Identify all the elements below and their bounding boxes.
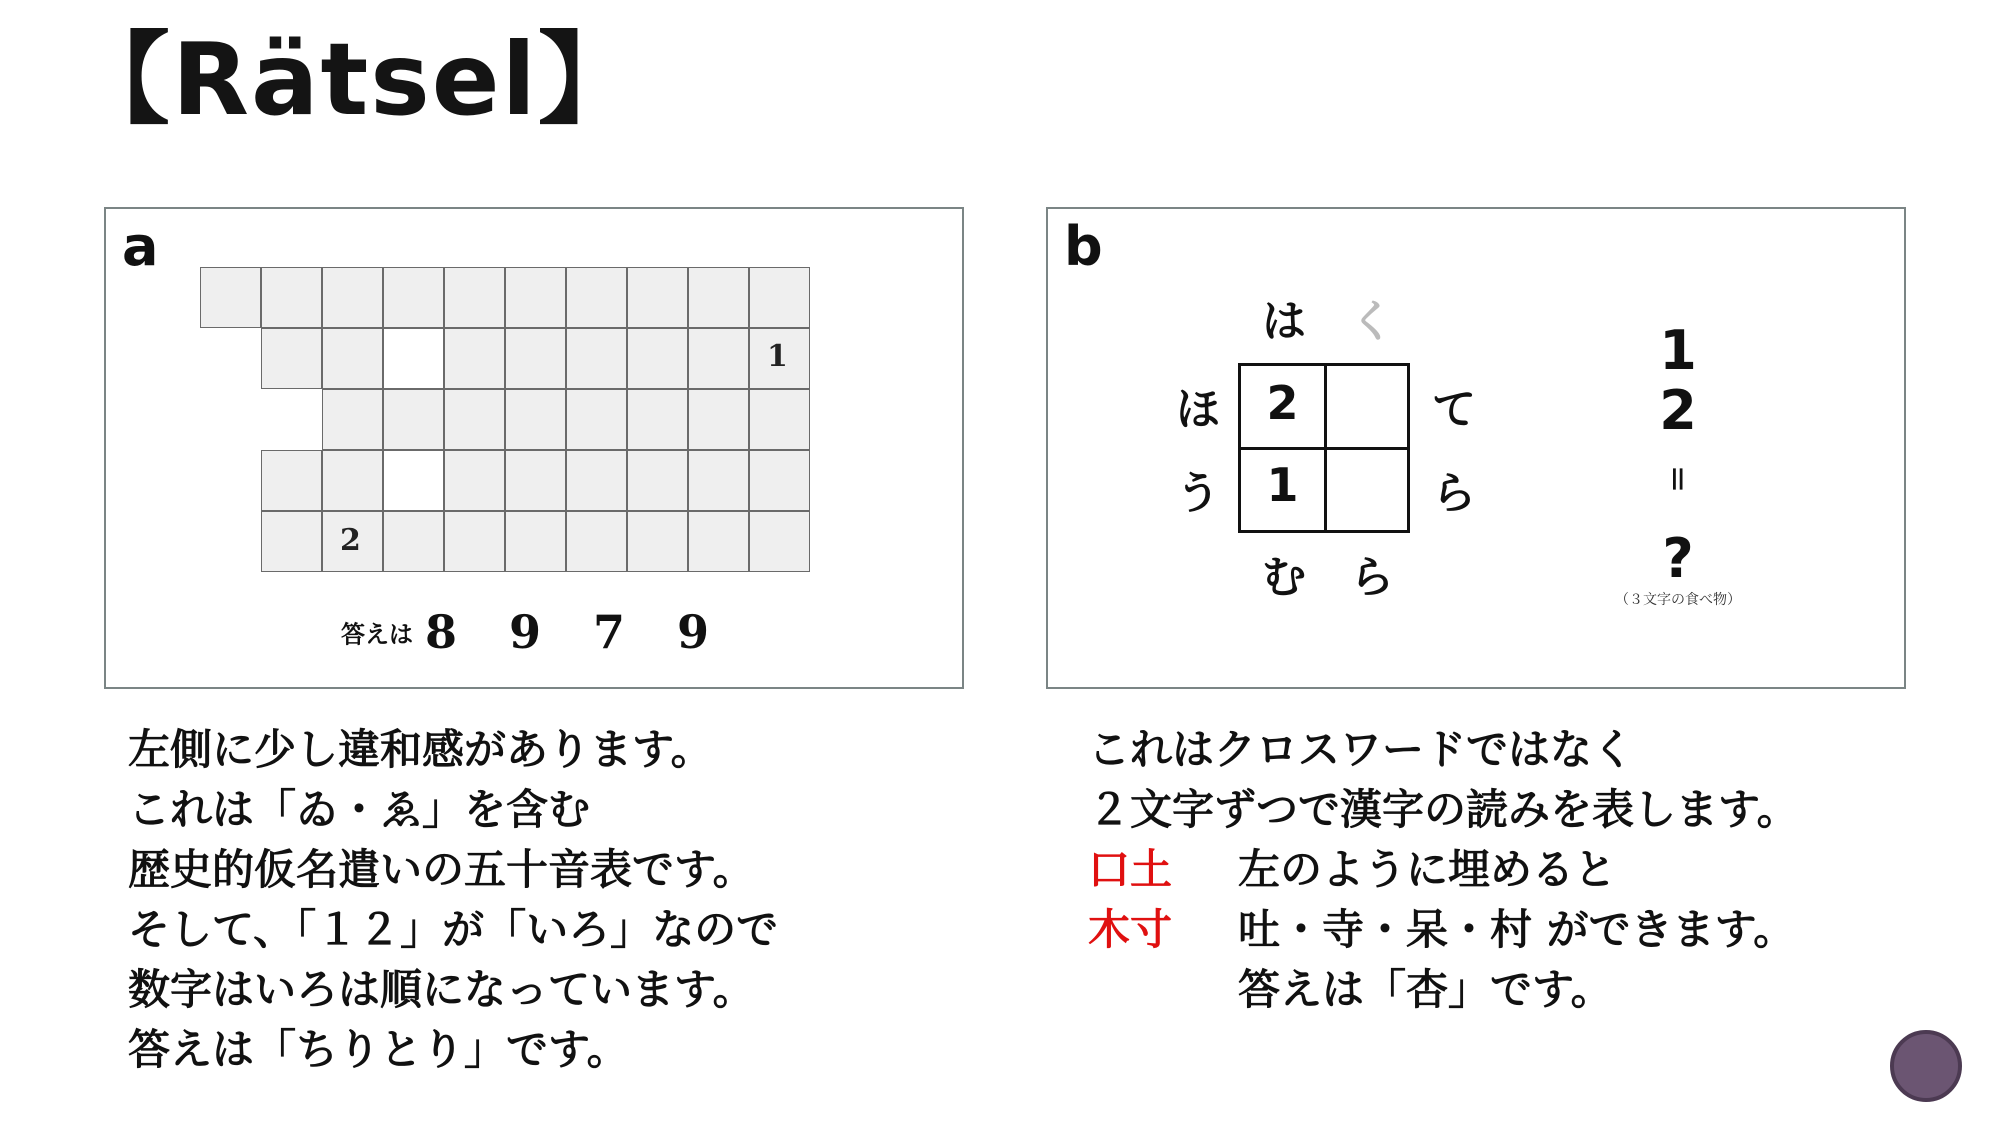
answer-suffix: です。 [1490, 965, 1613, 1014]
grid-cell [505, 328, 566, 389]
answer-word: 「杏」 [1364, 965, 1491, 1014]
grid-cell [444, 267, 505, 328]
red-label-1: 口土 [1088, 845, 1173, 894]
left-kana-1: ほ [1176, 384, 1220, 435]
grid-cell [505, 511, 566, 572]
grid-cell [749, 450, 810, 511]
bottom-kana-2: ら [1350, 552, 1394, 603]
explanation-b-line: これはクロスワードではなく [1088, 725, 1635, 774]
grid-cell [505, 389, 566, 450]
grid-cell [749, 389, 810, 450]
grid-cell [261, 328, 322, 389]
grid-cell [383, 389, 444, 450]
explanation-a-line: そして、「１２」が「いろ」なので [128, 905, 779, 954]
kanji-box [1238, 363, 1410, 533]
grid-cell [261, 267, 322, 328]
grid-cell [688, 511, 749, 572]
grid-cell [383, 511, 444, 572]
grid-cell [383, 267, 444, 328]
bottom-kana-1: む [1262, 552, 1306, 603]
grid-cell [444, 328, 505, 389]
grid-cell [444, 511, 505, 572]
grid-cell [566, 511, 627, 572]
kana-grid [200, 267, 810, 572]
box-number-bottom: 1 [1266, 458, 1299, 512]
cell-number-2: 2 [340, 523, 361, 558]
page-title: 【Rätsel】 [70, 21, 640, 138]
puzzle-panel-b [1046, 207, 1906, 689]
grid-cell-blank [383, 450, 444, 511]
explanation-a-answer [128, 1020, 778, 1080]
grid-cell [322, 267, 383, 328]
grid-cell [505, 267, 566, 328]
grid-cell [627, 328, 688, 389]
equals-sign: = [1658, 464, 1698, 494]
fraction-denominator: 2 [1659, 379, 1697, 442]
grid-cell [688, 450, 749, 511]
explanation-a-line: 左側に少し違和感があります。 [128, 725, 713, 774]
grid-cell [749, 267, 810, 328]
explanation-a-line: 数字はいろは順になっています。 [128, 965, 755, 1014]
hint-note: （３文字の食べ物） [1615, 592, 1741, 608]
box-number-top: 2 [1266, 376, 1299, 430]
panel-a-letter: a [122, 215, 159, 278]
grid-cell [322, 450, 383, 511]
explanation-b-line: ２文字ずつで漢字の読みを表します。 [1088, 785, 1799, 834]
explanation-b-row2 [1088, 900, 1799, 960]
grid-cell [627, 450, 688, 511]
answer-label: 答えは [340, 620, 413, 649]
grid-cell [627, 267, 688, 328]
question-mark: ? [1662, 527, 1694, 590]
row2-text: 吐・寺・呆・村 ができます。 [1238, 905, 1796, 954]
answer-prefix: 答えは [1238, 965, 1365, 1014]
decorative-circle [1890, 1030, 1962, 1102]
fraction-numerator: 1 [1659, 319, 1697, 382]
explanation-a [128, 720, 778, 1080]
answer-line-a [106, 605, 962, 659]
red-label-2: 木寸 [1088, 905, 1173, 954]
explanation-b-answer [1088, 960, 1799, 1020]
cell-number-1: 1 [767, 339, 788, 374]
grid-cell [322, 389, 383, 450]
grid-cell [322, 328, 383, 389]
grid-cell [566, 389, 627, 450]
explanation-a-line: 歴史的仮名遣いの五十音表です。 [128, 845, 755, 894]
explanation-a-line: これは「ゐ・ゑ」を含む [128, 785, 591, 834]
answer-prefix: 答えは [128, 1025, 255, 1074]
top-kana-2: く [1350, 296, 1394, 347]
grid-cell [444, 450, 505, 511]
grid-cell [261, 511, 322, 572]
puzzle-panel-a [104, 207, 964, 689]
grid-cell [749, 511, 810, 572]
grid-cell [566, 267, 627, 328]
explanation-b-row1 [1088, 840, 1799, 900]
grid-cell [688, 328, 749, 389]
top-kana-1: は [1262, 296, 1306, 347]
grid-cell [505, 450, 566, 511]
grid-cell [566, 328, 627, 389]
grid-cell-blank [383, 328, 444, 389]
panel-b-letter: b [1064, 215, 1103, 278]
grid-cell [627, 389, 688, 450]
answer-suffix: です。 [506, 1025, 629, 1074]
grid-cell [566, 450, 627, 511]
left-kana-2: う [1176, 468, 1220, 519]
grid-cell [688, 267, 749, 328]
answer-value: 8 9 7 9 [424, 605, 728, 659]
grid-cell [261, 450, 322, 511]
row1-text: 左のように埋めると [1238, 845, 1617, 894]
answer-word: 「ちりとり」 [254, 1025, 507, 1074]
grid-cell [444, 389, 505, 450]
grid-cell [627, 511, 688, 572]
grid-cell [200, 267, 261, 328]
grid-cell [688, 389, 749, 450]
right-kana-2: ら [1432, 468, 1476, 519]
right-kana-1: て [1432, 384, 1476, 435]
explanation-b [1088, 720, 1799, 1020]
